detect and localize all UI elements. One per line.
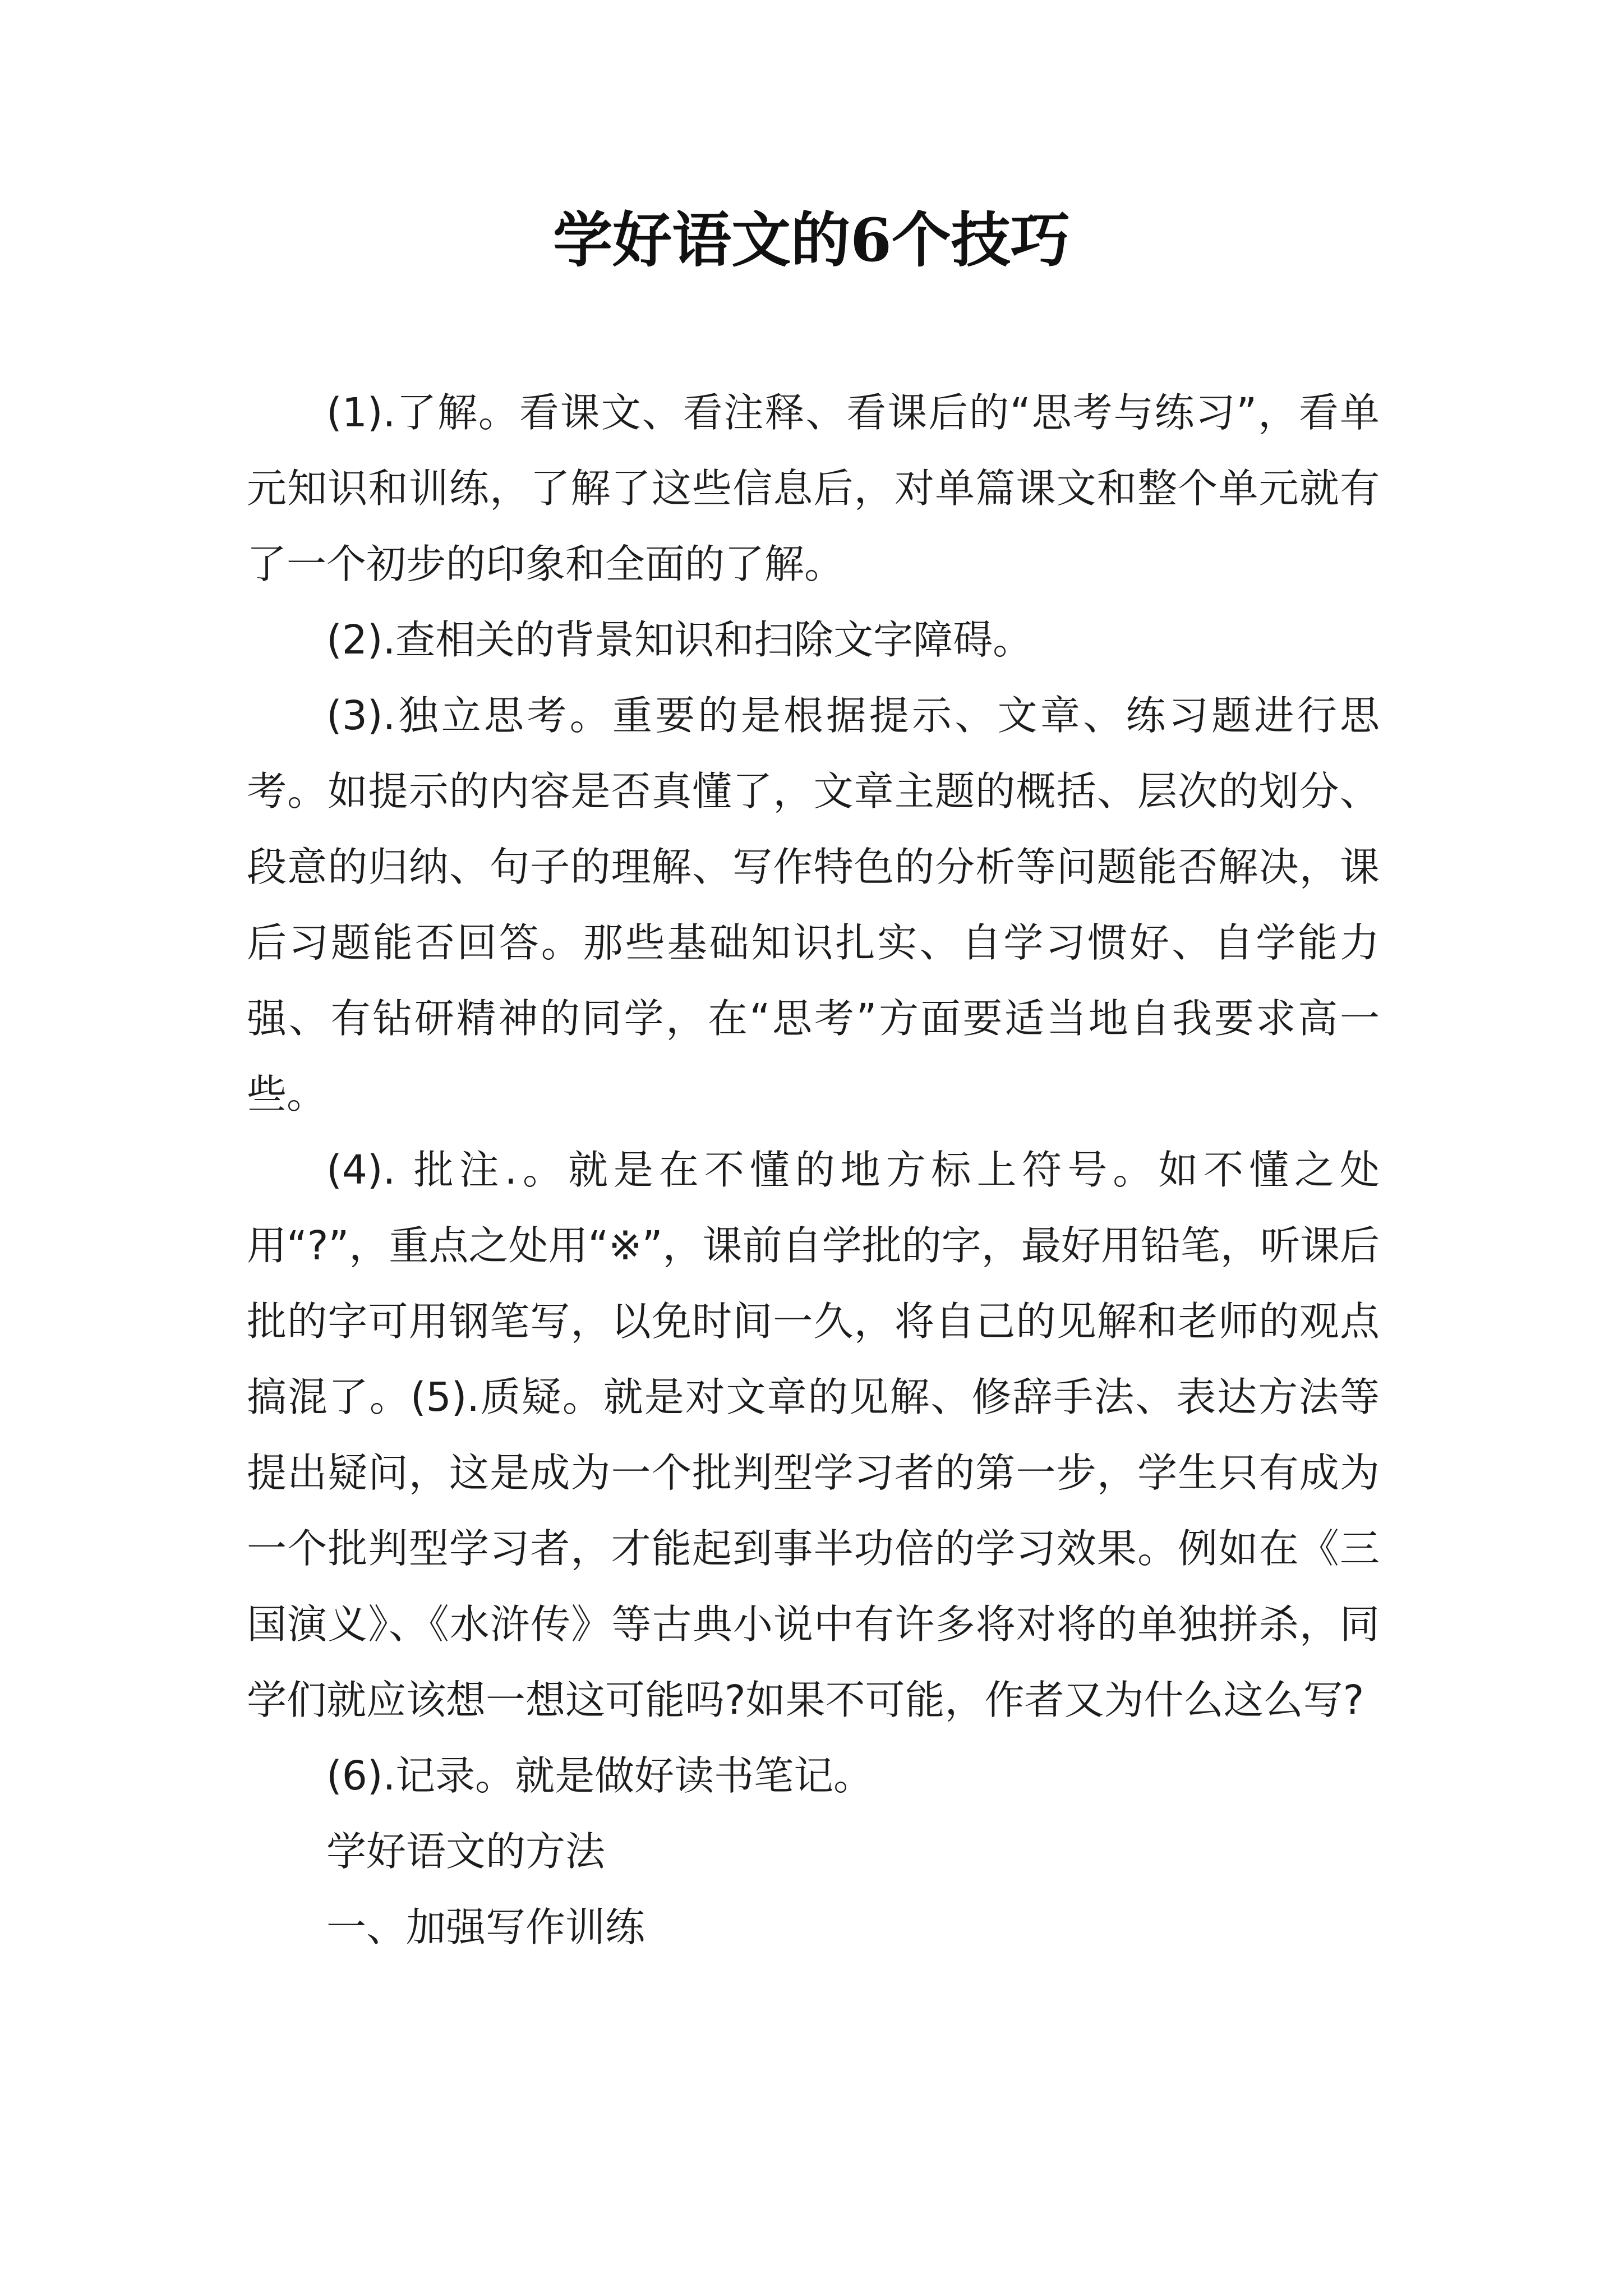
paragraph-record: (6).记录。就是做好读书笔记。	[326, 1752, 874, 1799]
section-heading-methods: 学好语文的方法	[326, 1828, 606, 1875]
paragraph-annotation-and-questioning: (4). 批注.。就是在不懂的地方标上符号。如不懂之处用“?”，重点之处用“※”，课前自学批的字，最好用铅笔，听课后批的字可用钢笔写，以免时间一久，将自己的见解和老师的观点搞混了。(5).质疑。就是对文章的见解、修辞手法、表达方法等提出疑问，这是成为一个批判型学习者的第一步，学生只有成为一个批判型学习者，才能起到事半功倍的学习效果。例如在《三国演义》、《水浒传》等古典小说中有许多将对将的单独拼杀，同学们就应该想一想这可能吗?如果不可能，作者又为什么这么写?	[247, 1147, 1380, 1723]
document-body	[247, 375, 1380, 1965]
paragraph-background: (2).查相关的背景知识和扫除文字障碍。	[326, 616, 1033, 663]
page-title: 学好语文的6个技巧	[553, 205, 1070, 275]
paragraph-independent-thinking: (3).独立思考。重要的是根据提示、文章、练习题进行思考。如提示的内容是否真懂了，文章主题的概括、层次的划分、段意的归纳、句子的理解、写作特色的分析等问题能否解决，课后习题能否回答。那些基础知识扎实、自学习惯好、自学能力强、有钻研精神的同学，在“思考”方面要适当地自我要求高一些。	[247, 692, 1380, 1117]
paragraph-understand: (1).了解。看课文、看注释、看课后的“思考与练习”，看单元知识和训练，了解了这些信息后，对单篇课文和整个单元就有了一个初步的印象和全面的了解。	[247, 389, 1380, 587]
subsection-heading-writing: 一、加强写作训练	[326, 1904, 645, 1950]
